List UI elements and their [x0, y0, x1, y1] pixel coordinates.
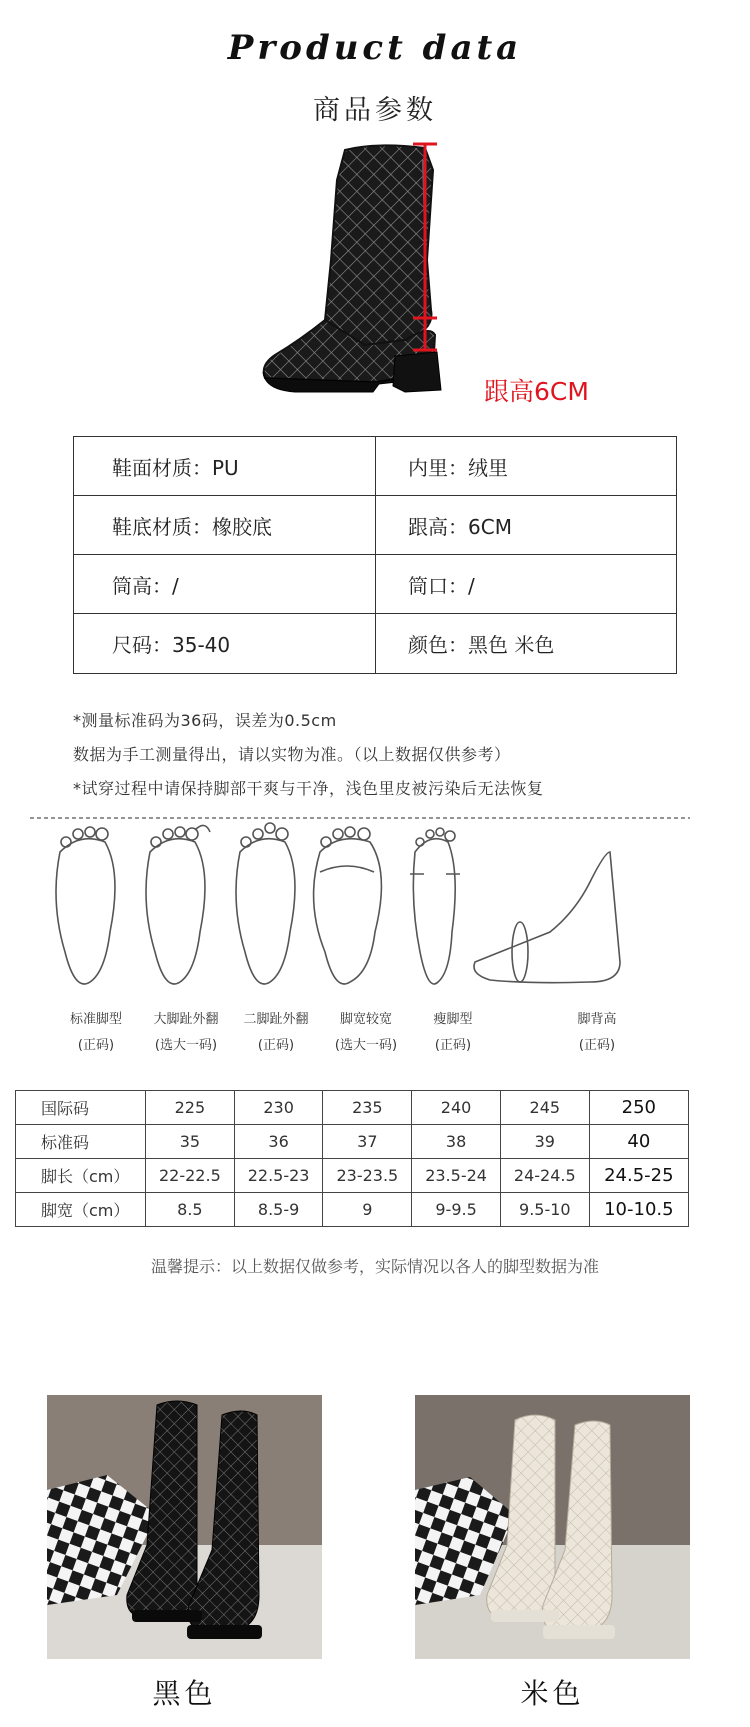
foot-type-label: 瘦脚型: [433, 1012, 473, 1027]
size-cell: 35: [146, 1125, 235, 1159]
beige-boots-photo: [415, 1395, 690, 1659]
size-cell: 9-9.5: [412, 1193, 501, 1227]
size-row-label: 脚长（cm）: [16, 1159, 146, 1193]
params-row: [74, 614, 676, 673]
size-cell: 39: [500, 1125, 589, 1159]
param-heel-height: 跟高：6CM: [408, 514, 512, 539]
size-row-label: 国际码: [16, 1091, 146, 1125]
size-cell: 9: [323, 1193, 412, 1227]
foot-type-advice: (正码): [578, 1038, 616, 1053]
params-row: [74, 437, 676, 496]
params-row: [74, 555, 676, 614]
size-cell: 235: [323, 1091, 412, 1125]
size-cell: 8.5: [146, 1193, 235, 1227]
param-lining: 内里：绒里: [408, 455, 508, 480]
size-cell: 8.5-9: [234, 1193, 323, 1227]
note-manual: 数据为手工测量得出，请以实物为准。（以上数据仅供参考）: [73, 745, 511, 764]
size-row-international: [16, 1091, 689, 1125]
size-cell: 245: [500, 1091, 589, 1125]
param-upper-material: 鞋面材质：PU: [74, 437, 376, 495]
param-shaft-opening: 筒口：/: [408, 573, 475, 598]
param-color: 颜色：黑色 米色: [408, 633, 555, 657]
size-cell: 38: [412, 1125, 501, 1159]
foot-type-label: 脚宽较宽: [339, 1012, 392, 1027]
size-row-label: 标准码: [16, 1125, 146, 1159]
size-cell: 240: [412, 1091, 501, 1125]
heel-height-label: 跟高6CM: [484, 377, 589, 406]
foot-types-illustration: [30, 812, 690, 1002]
foot-type-advice: (正码): [257, 1038, 295, 1053]
param-size: 尺码：35-40: [74, 614, 376, 673]
size-cell: 250: [589, 1091, 688, 1125]
foot-type-label: 二脚趾外翻: [243, 1012, 309, 1027]
size-row-foot-width: [16, 1193, 689, 1227]
size-tip: 温馨提示：以上数据仅做参考，实际情况以各人的脚型数据为准: [150, 1257, 599, 1276]
size-row-label: 脚宽（cm）: [16, 1193, 146, 1227]
size-row-foot-length: [16, 1159, 689, 1193]
size-cell: 230: [234, 1091, 323, 1125]
foot-type-advice: (正码): [77, 1038, 115, 1053]
size-cell: 24-24.5: [500, 1159, 589, 1193]
param-shaft-height: 筒高：/: [74, 555, 376, 613]
size-cell: 40: [589, 1125, 688, 1159]
param-sole-material: 鞋底材质：橡胶底: [74, 496, 376, 554]
note-care: *试穿过程中请保持脚部干爽与干净，浅色里皮被污染后无法恢复: [73, 779, 544, 798]
title-english: Product data: [227, 28, 523, 68]
foot-type-label: 脚背高: [577, 1012, 617, 1027]
size-table: [15, 1090, 689, 1227]
size-cell: 10-10.5: [589, 1193, 688, 1227]
size-cell: 37: [323, 1125, 412, 1159]
size-cell: 23-23.5: [323, 1159, 412, 1193]
size-cell: 225: [146, 1091, 235, 1125]
beige-color-label: 米色: [520, 1677, 585, 1710]
params-row: [74, 496, 676, 555]
size-cell: 24.5-25: [589, 1159, 688, 1193]
foot-type-advice: (正码): [434, 1038, 472, 1053]
foot-type-advice: (选大一码): [154, 1038, 218, 1053]
size-cell: 22-22.5: [146, 1159, 235, 1193]
params-table: [73, 436, 677, 674]
note-measurement: *测量标准码为36码，误差为0.5cm: [73, 711, 337, 730]
size-cell: 23.5-24: [412, 1159, 501, 1193]
size-cell: 9.5-10: [500, 1193, 589, 1227]
foot-type-label: 标准脚型: [69, 1012, 122, 1027]
size-cell: 22.5-23: [234, 1159, 323, 1193]
size-row-standard: [16, 1125, 689, 1159]
foot-type-advice: (选大一码): [334, 1038, 398, 1053]
black-color-label: 黑色: [152, 1677, 217, 1710]
foot-type-label: 大脚趾外翻: [153, 1012, 219, 1027]
title-chinese: 商品参数: [313, 95, 437, 126]
black-boots-photo: [47, 1395, 322, 1659]
size-cell: 36: [234, 1125, 323, 1159]
